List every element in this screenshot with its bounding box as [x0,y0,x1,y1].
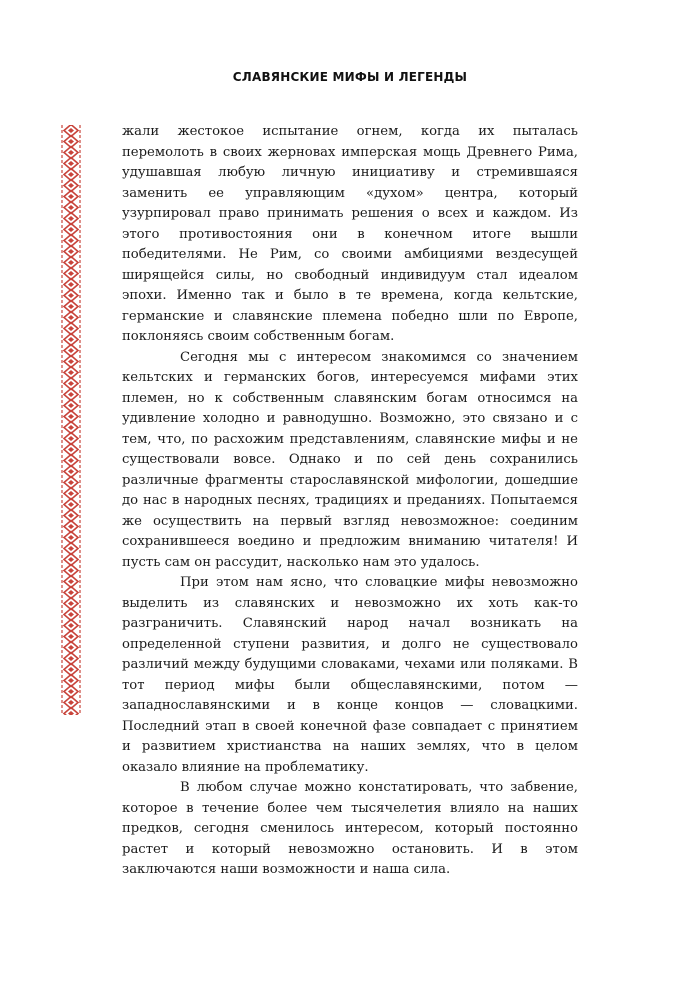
paragraph-3: При этом нам ясно, что словацкие мифы невозможно выделить из славянских и невозможно их хоть как-то разграничить. Славянский народ начал возникать на определенной ступени развития, и долго не существовало различий между будущими словаками, чехами или поляками. В тот период мифы были общеславянскими, потом — западнославянскими и в конце концов — словацкими. Последний этап в своей конечной фазе совпадает с принятием и развитием христианства на наших землях, что в целом оказало влияние на проблематику. [122,575,578,775]
running-header-title: СЛАВЯНСКИЕ МИФЫ И ЛЕГЕНДЫ [232,70,468,84]
body-text [122,122,578,881]
paragraph-1: жали жестокое испытание огнем, когда их пыталась перемолоть в своих жерновах имперская мощь Древнего Рима, удушавшая любую личную инициативу и стремившаяся заменить ее управляющим «духом» центра, который узурпировал право принимать решения о всех и каждом. Из этого противостояния они в конечном итоге вышли победителями. Не Рим, со своими амбициями вездесущей ширящейся силы, но свободный индивидуум стал идеалом эпохи. Именно так и было в те времена, когда кельтские, германские и славянские племена победно шли по Европе, поклоняясь своим собственным богам. [122,124,578,344]
paragraph-2: Сегодня мы с интересом знакомимся со значением кельтских и германских богов, интересуемся мифами этих племен, но к собственным славянским богам относимся на удивление холодно и равнодушно. Возможно, это связано и с тем, что, по расхожим представлениям, славянские мифы и не существовали вовсе. Однако и по сей день сохранились различные фрагменты старославянской мифологии, дошедшие до нас в народных песнях, традициях и преданиях. Попытаемся же осуществить на первый взгляд невозможное: соединим сохранившееся воедино и предложим вниманию читателя! И пусть сам он рассудит, насколько нам это удалось. [122,349,578,570]
slavic-pattern-icon [60,125,82,715]
paragraph-4: В любом случае можно констатировать, что забвение, которое в течение более чем тысячелетия влияло на наших предков, сегодня сменилось интересом, который постоянно растет и который невозможно остановить. И в этом заключаются наши возможности и наша сила. [122,780,578,877]
